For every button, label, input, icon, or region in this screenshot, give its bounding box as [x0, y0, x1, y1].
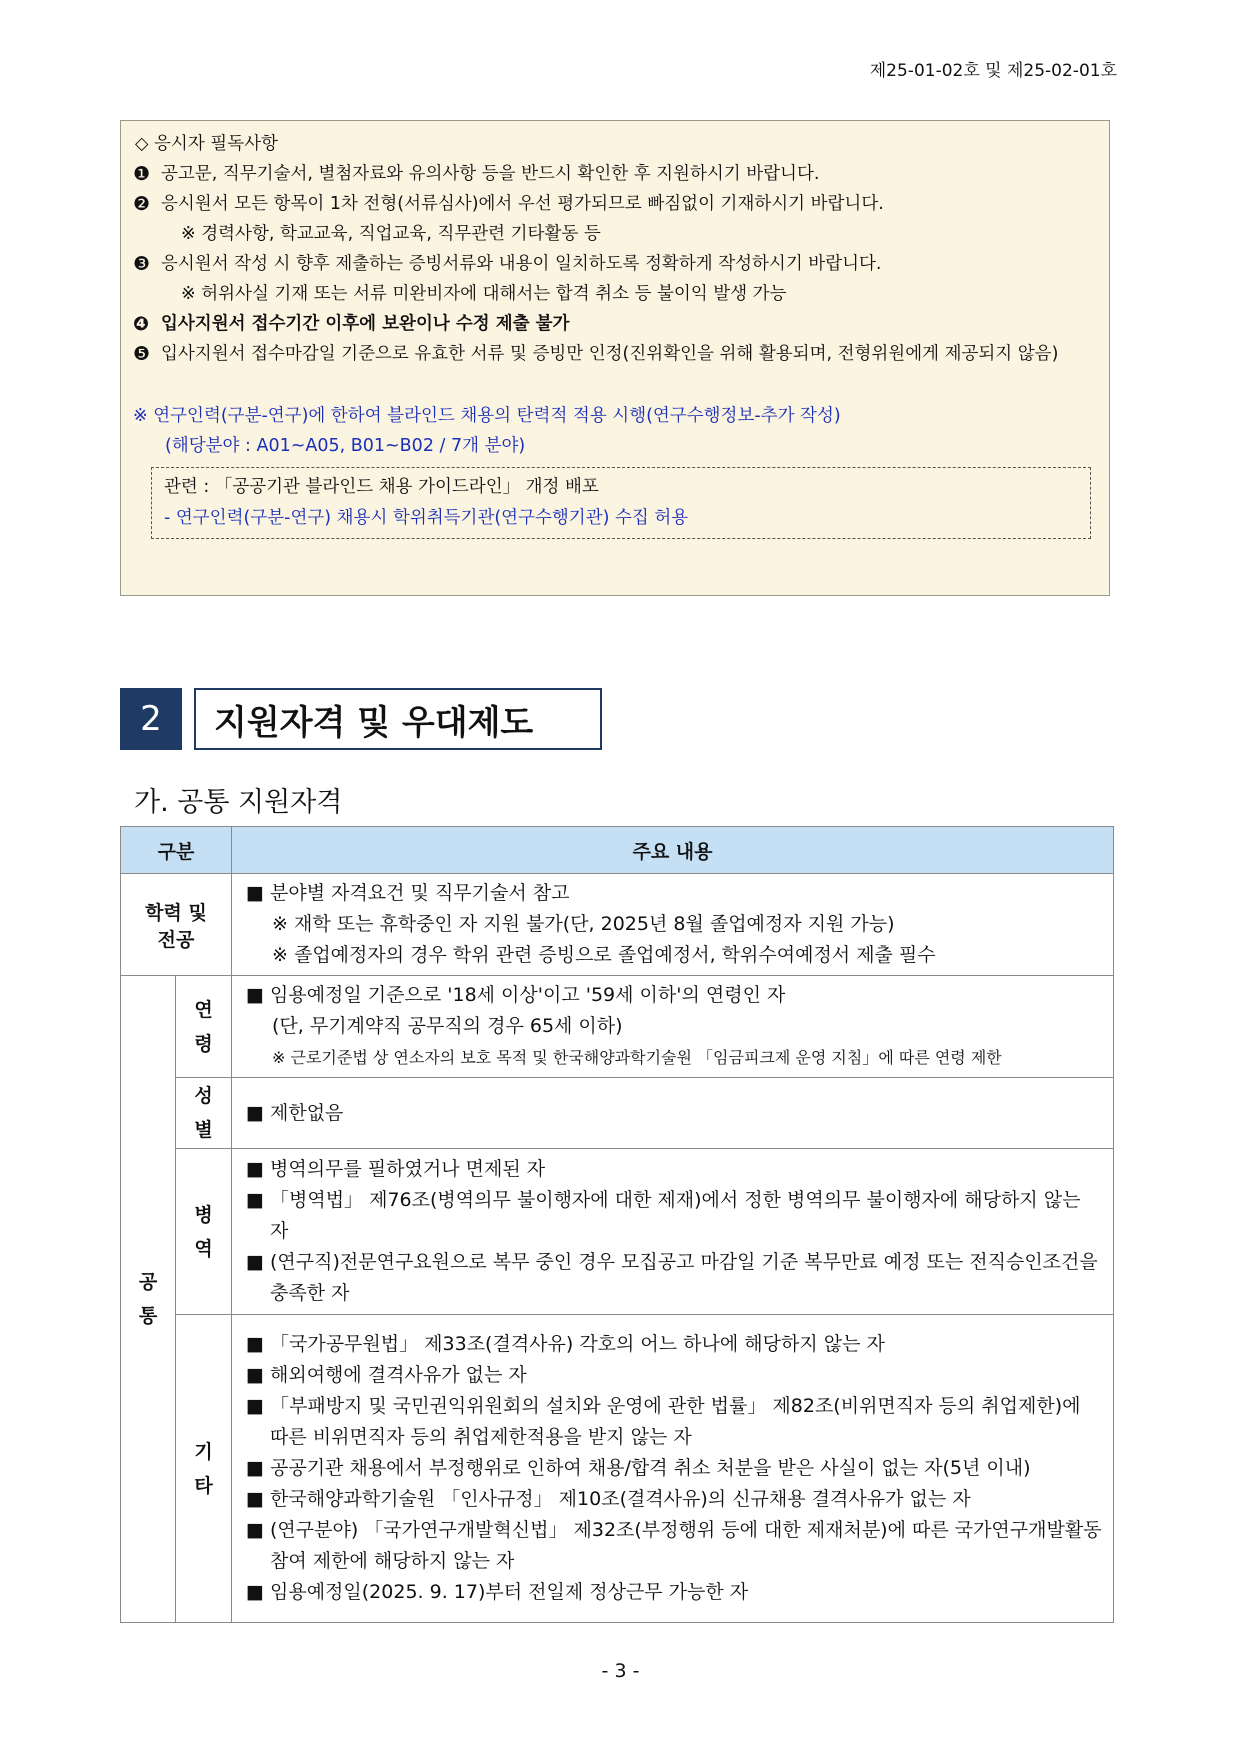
guideline-detail: - 연구인력(구분-연구) 채용시 학위취득기관(연구수행기관) 수집 허용: [164, 508, 689, 528]
subsection-title: 가. 공통 지원자격: [134, 787, 343, 818]
row-label-common: 공 통: [121, 976, 176, 1623]
guideline-title: 관련 : 「공공기관 블라인드 채용 가이드라인」 개정 배포: [164, 477, 599, 497]
row-label-etc: 기 타: [176, 1315, 232, 1623]
notice-item-note: ※ 경력사항, 학교교육, 직업교육, 직무관련 기타활동 등: [181, 224, 601, 244]
blind-hiring-note: ※ 연구인력(구분-연구)에 한하여 블라인드 채용의 탄력적 적용 시행(연구수행정보-추가 작성): [133, 406, 841, 426]
row-label-military: 병 역: [176, 1149, 232, 1315]
page-number: - 3 -: [601, 1660, 640, 1682]
etc-content: ■ 「국가공무원법」 제33조(결격사유) 각호의 어느 하나에 해당하지 않는 자 ■ 해외여행에 결격사유가 없는 자 ■ 「부패방지 및 국민권익위원회의 설치와 운영에 관한 법률」 제82조(비위면직자 등의 취업제한)에 따른 비위면직자 등의 취업제한적용을 받지 않는 자 ■ 공공기관 채용에서 부정행위로 인하여 채용/합격 취소 처분을 받은 사실이 없는 자(5년 이내) ■ 한국해양과학기술원 「인사규정」 제10조(결격사유)의 신규채용 결격사유가 없는 자 ■ (연구분야) 「국가연구개발혁신법」 제32조(부정행위 등에 대한 제재처분)에 따른 국가연구개발활동 참여 제한에 해당하지 않는 자 ■ 임용예정일(2025. 9. 17)부터 전일제 정상근무 가능한 자: [232, 1315, 1114, 1623]
notice-item-note: ※ 허위사실 기재 또는 서류 미완비자에 대해서는 합격 취소 등 불이익 발생 가능: [181, 284, 787, 304]
common-qualification-table: [120, 826, 1114, 1623]
blind-hiring-fields: (해당분야 : A01~A05, B01~B02 / 7개 분야): [165, 436, 526, 456]
table-row: [121, 874, 1114, 976]
notice-item: ❶ 공고문, 직무기술서, 별첨자료와 유의사항 등을 반드시 확인한 후 지원하시기 바랍니다.: [133, 163, 820, 185]
age-content: ■ 임용예정일 기준으로 '18세 이상'이고 '59세 이하'의 연령인 자 (단, 무기계약직 공무직의 경우 65세 이하) ※ 근로기준법 상 연소자의 보호 목적 및 한국해양과학기술원 「임금피크제 운영 지침」에 따른 연령 제한: [232, 976, 1114, 1078]
related-guideline-box: [151, 467, 1091, 539]
table-row: [121, 1078, 1114, 1149]
table-row: [121, 1315, 1114, 1623]
document-reference: 제25-01-02호 및 제25-02-01호: [869, 61, 1117, 81]
education-content: ■ 분야별 자격요건 및 직무기술서 참고 ※ 재학 또는 휴학중인 자 지원 불가(단, 2025년 8월 졸업예정자 지원 가능) ※ 졸업예정자의 경우 학위 관련 증빙으로 졸업예정서, 학위수여예정서 제출 필수: [232, 874, 1114, 976]
row-label-gender: 성 별: [176, 1078, 232, 1149]
section-header: [120, 688, 602, 750]
military-content: ■ 병역의무를 필하였거나 면제된 자 ■ 「병역법」 제76조(병역의무 불이행자에 대한 제재)에서 정한 병역의무 불이행자에 해당하지 않는 자 ■ (연구직)전문연구요원으로 복무 중인 경우 모집공고 마감일 기준 복무만료 예정 또는 전직승인조건을 충족한 자: [232, 1149, 1114, 1315]
notice-item: ❸ 응시원서 작성 시 향후 제출하는 증빙서류와 내용이 일치하도록 정확하게 작성하시기 바랍니다.: [133, 253, 882, 275]
table-row: [121, 1149, 1114, 1315]
applicant-notice-box: [120, 120, 1110, 596]
gender-content: ■ 제한없음: [232, 1078, 1114, 1149]
section-title: 지원자격 및 우대제도: [194, 688, 602, 750]
column-header-category: 구분: [121, 827, 232, 874]
notice-title: ◇ 응시자 필독사항: [135, 134, 278, 154]
table-row: [121, 976, 1114, 1078]
notice-item: ❷ 응시원서 모든 항목이 1차 전형(서류심사)에서 우선 평가되므로 빠짐없이 기재하시기 바랍니다.: [133, 193, 884, 215]
notice-item: ❺ 입사지원서 접수마감일 기준으로 유효한 서류 및 증빙만 인정(진위확인을 위해 활용되며, 전형위원에게 제공되지 않음): [133, 343, 1059, 365]
notice-item: ❹ 입사지원서 접수기간 이후에 보완이나 수정 제출 불가: [133, 313, 570, 335]
table-header-row: [121, 827, 1114, 874]
section-number: 2: [120, 688, 182, 750]
row-label-education: 학력 및 전공: [121, 874, 232, 976]
column-header-content: 주요 내용: [232, 827, 1114, 874]
row-label-age: 연 령: [176, 976, 232, 1078]
